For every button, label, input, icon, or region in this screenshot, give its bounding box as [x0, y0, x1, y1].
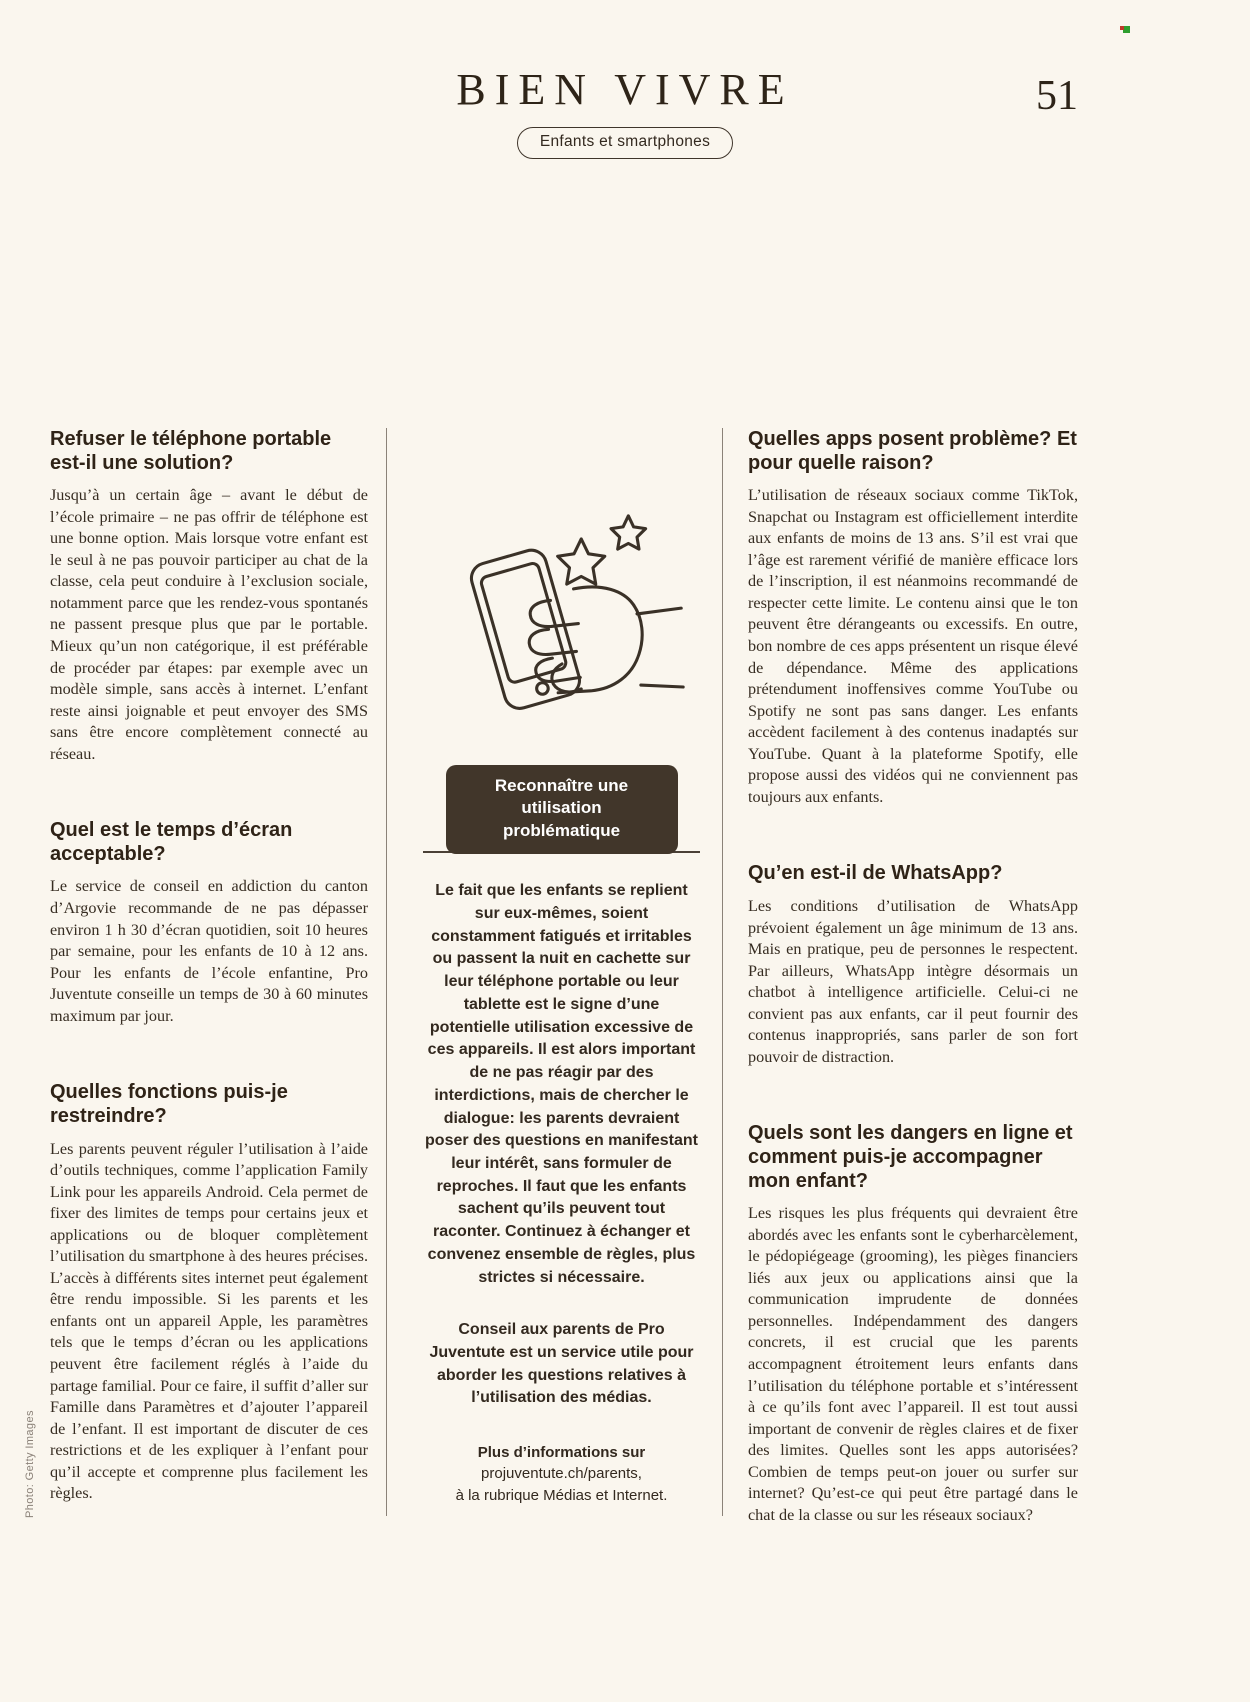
- hand-holding-phone-illustration: [437, 506, 687, 723]
- page-number: 51: [1036, 73, 1078, 119]
- section-body: Le service de conseil en addiction du canton d’Argovie recommande de ne pas dépasser environ 1 h 30 d’écran quotidien, soit 10 heures par semaine, pour les enfants de 10 à 12 ans. Pour les enfants de l’école enfantine, Pro Juventute conseille un temps de 30 à 60 minutes maximum par jour.: [50, 877, 368, 1025]
- column-middle: [423, 428, 700, 1506]
- column-divider: [386, 428, 387, 1516]
- page-title: BIEN VIVRE: [456, 65, 794, 114]
- section-heading: Qu’en est-il de WhatsApp?: [748, 862, 1003, 885]
- column-divider: [722, 428, 723, 1516]
- smartphone-shape: [467, 547, 582, 712]
- advice-paragraph: Conseil aux parents de Pro Juventute est un service utile pour aborder les questions relatives à l’utilisation des médias.: [429, 1321, 694, 1407]
- section-body: Les conditions d’utilisation de WhatsApp prévoient également un âge minimum de 13 ans. Mais en pratique, peu de personnes le respectent. Par ailleurs, WhatsApp intègre désormais un chatbot à intelligence artificielle. Celui-ci ne convient pas aux enfants, car il peut fournir des contenus inappropriés, sans parler de son fort pouvoir de distraction.: [748, 896, 1078, 1066]
- section-heading: Quelles apps posent problème? Et pour quelle raison?: [748, 428, 1077, 474]
- print-registration-mark: [1120, 26, 1130, 36]
- section-heading: Quels sont les dangers en ligne et comment puis-je accompagner mon enfant?: [748, 1122, 1073, 1192]
- star-icon-small: [611, 516, 646, 549]
- article-section: [50, 428, 368, 765]
- more-info-block: [423, 1442, 700, 1506]
- section-heading: Quelles fonctions puis-je restreindre?: [50, 1081, 288, 1127]
- section-body: Les risques les plus fréquents qui devraient être abordés avec les enfants sont le cyberharcèlement, le pédopiégeage (grooming), les pièges financiers liés aux jeux ou applications ainsi que la communication imprudente de données personnelles. Indépendamment des dangers concrets, il est crucial que les parents accompagnent étroitement leurs enfants dans l’utilisation du téléphone portable et s’intéressent à ce qu’ils font avec l’appareil. Il est tout aussi important de convenir de règles claires et de fixer des limites. Quelles sont les apps autorisées? Combien de temps peut-on jouer ou surfer sur internet? Qu’est-ce qui peut être partagé dans le chat de la classe ou sur les réseaux sociaux?: [748, 1204, 1078, 1524]
- section-body: L’utilisation de réseaux sociaux comme TikTok, Snapchat ou Instagram est officiellement interdite aux enfants de moins de 13 ans. S’il est vrai que l’âge est rarement vérifié de manière efficace lors de l’inscription, il est néanmoins recommandé de respecter cette limite. Le contenu ainsi que le ton peuvent être dérangeants ou excessifs. En outre, bon nombre de ces apps présentent un risque élevé de dépendance. Même des applications prétendument inoffensives comme YouTube ou Spotify ne sont pas sans danger. Les enfants accèdent facilement à des contenus inadaptés sur YouTube. Quant à la plateforme Spotify, elle propose aussi des vidéos qui ne conviennent pas toujours aux enfants.: [748, 486, 1078, 806]
- article-section: [748, 1122, 1078, 1526]
- section-heading: Refuser le téléphone portable est-il une solution?: [50, 428, 332, 474]
- photo-credit: Photo: Getty Images: [24, 1410, 36, 1518]
- section-heading: Quel est le temps d’écran acceptable?: [50, 819, 293, 865]
- article-columns: [50, 428, 1078, 1526]
- article-section: [748, 428, 1078, 808]
- category-tag: Enfants et smartphones: [517, 127, 733, 159]
- article-section: [50, 1081, 368, 1504]
- print-mark-red: [1120, 26, 1124, 30]
- callout-paragraph: Le fait que les enfants se replient sur eux-mêmes, soient constamment fatigués et irritables ou passent la nuit en cachette sur leur téléphone portable ou leur tablette est le signe d’une potentielle utilisation excessive de ces appareils. Il est alors important de ne pas réagir par des interdictions, mais de chercher le dialogue: les parents devraient poser des questions en manifestant leur intérêt, sans formuler de reproches. Il faut que les enfants sachent qu’ils peuvent tout raconter. Continuez à échanger et convenez ensemble de règles, plus strictes si nécessaire.: [425, 882, 698, 1286]
- article-section: [50, 819, 368, 1027]
- column-left: [50, 428, 368, 1505]
- more-info-tail: à la rubrique Médias et Internet.: [455, 1486, 668, 1504]
- star-icon: [557, 539, 604, 584]
- more-info-url[interactable]: projuventute.ch/parents,: [481, 1465, 642, 1483]
- more-info-lead: Plus d’informations sur: [477, 1444, 646, 1462]
- article-section: [748, 862, 1078, 1068]
- callout-badge-row: [423, 765, 700, 854]
- column-right: [748, 428, 1078, 1526]
- section-body: Les parents peuvent réguler l’utilisation à l’aide d’outils techniques, comme l’application Family Link pour les appareils Android. Cela permet de fixer des limites de temps pour certains jeux et applications ou de bloquer complètement l’utilisation du smartphone à des heures précises. L’accès à différents sites internet peut également être rendu impossible. Si les parents et les enfants ont un appareil Apple, les paramètres tels que le temps d’écran ou les applications peuvent être facilement réglés à l’aide du partage familial. Pour ce faire, il suffit d’aller sur Famille dans Paramètres et d’ajouter l’appareil de l’enfant. Il est important de discuter de ces restrictions et de les expliquer à l’enfant pour qu’il accepte et comprenne plus facilement les règles.: [50, 1139, 368, 1503]
- hand-shape: [529, 587, 683, 693]
- print-mark-green: [1123, 26, 1130, 33]
- callout-badge: Reconnaître une utilisation problématique: [446, 765, 678, 854]
- section-body: Jusqu’à un certain âge – avant le début de l’école primaire – ne pas offrir de téléphone est une bonne option. Mais lorsque votre enfant est le seul à ne pas pouvoir participer au chat de la classe, cela peut conduire à l’exclusion sociale, notamment parce que les rendez-vous spontanés ne passent presque plus que par le portable. Mieux qu’un non catégorique, il est préférable de procéder par étapes: par exemple avec un modèle simple, sans accès à internet. L’enfant reste ainsi joignable et peut envoyer des SMS sans être encore complètement connecté au réseau.: [50, 486, 368, 763]
- illustration-svg: [437, 506, 687, 718]
